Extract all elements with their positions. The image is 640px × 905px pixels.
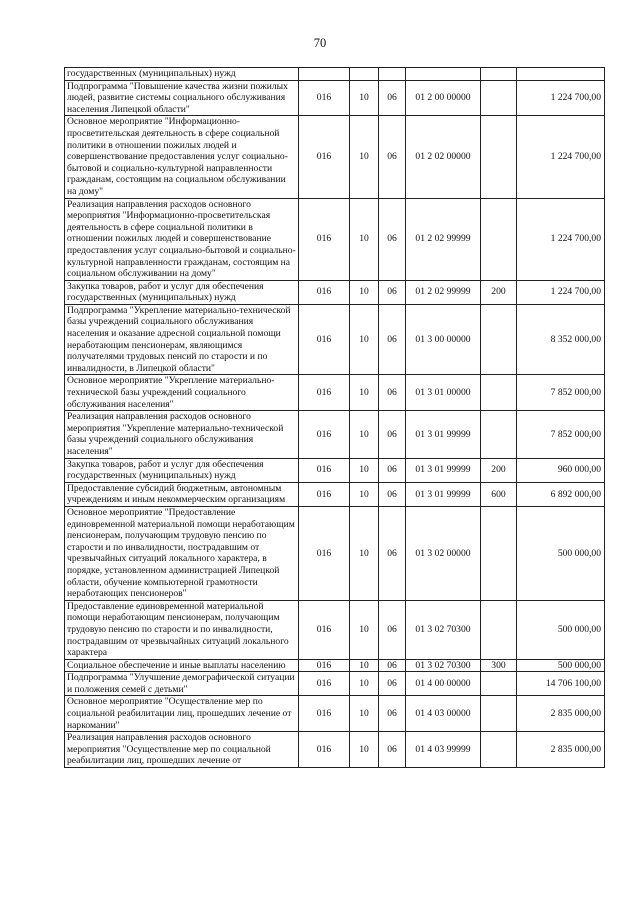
table-row bbox=[65, 68, 605, 81]
budget-table-body bbox=[65, 68, 605, 768]
ministry-code-cell: 016 bbox=[299, 304, 350, 375]
target-article-cell: 01 4 03 00000 bbox=[406, 696, 481, 732]
table-row bbox=[65, 600, 605, 659]
subsection-code-cell: 06 bbox=[379, 198, 406, 280]
target-article-cell: 01 3 01 99999 bbox=[406, 482, 481, 506]
subsection-code-cell: 06 bbox=[379, 280, 406, 304]
row-name-cell: Подпрограмма "Улучшение демографической ситуации и положения семей с детьми" bbox=[65, 672, 299, 696]
expense-type-cell bbox=[481, 375, 517, 411]
amount-cell: 1 224 700,00 bbox=[517, 198, 605, 280]
row-name-cell: Реализация направления расходов основного мероприятия "Информационно-просветительская деятельность в сфере социальной политики в отношении пожилых людей и совершенствование предоставления услуг социально-бытовой и социально-культурной направленности гражданам, состоящим на социальном обслуживании на дому" bbox=[65, 198, 299, 280]
section-code-cell: 10 bbox=[350, 732, 379, 768]
amount-cell: 500 000,00 bbox=[517, 506, 605, 600]
subsection-code-cell: 06 bbox=[379, 116, 406, 198]
expense-type-cell bbox=[481, 672, 517, 696]
target-article-cell: 01 2 02 99999 bbox=[406, 198, 481, 280]
table-row bbox=[65, 80, 605, 116]
amount-cell: 960 000,00 bbox=[517, 458, 605, 482]
section-code-cell: 10 bbox=[350, 375, 379, 411]
row-name-cell: Подпрограмма "Укрепление материально-технической базы учреждений социального обслуживания населения и оказание адресной социальной помощи неработающим пенсионерам, являющимся получателями трудовых пенсий по старости и по инвалидности, в Липецкой области" bbox=[65, 304, 299, 375]
subsection-code-cell: 06 bbox=[379, 375, 406, 411]
table-row bbox=[65, 458, 605, 482]
section-code-cell: 10 bbox=[350, 411, 379, 458]
expense-type-cell bbox=[481, 732, 517, 768]
ministry-code-cell: 016 bbox=[299, 696, 350, 732]
subsection-code-cell: 06 bbox=[379, 304, 406, 375]
section-code-cell: 10 bbox=[350, 659, 379, 672]
target-article-cell: 01 3 01 99999 bbox=[406, 411, 481, 458]
budget-table bbox=[64, 67, 605, 768]
subsection-code-cell: 06 bbox=[379, 659, 406, 672]
amount-cell: 1 224 700,00 bbox=[517, 280, 605, 304]
row-name-cell: Основное мероприятие "Предоставление единовременной материальной помощи неработающим пенсионерам, получающим трудовую пенсию по старости и по инвалидности, пострадавшим от чрезвычайных ситуаций локального характера, в порядке, установленном администрацией Липецкой области, обучение компьютерной грамотности неработающих пенсионеров" bbox=[65, 506, 299, 600]
target-article-cell: 01 4 03 99999 bbox=[406, 732, 481, 768]
subsection-code-cell: 06 bbox=[379, 411, 406, 458]
ministry-code-cell: 016 bbox=[299, 280, 350, 304]
amount-cell: 6 892 000,00 bbox=[517, 482, 605, 506]
target-article-cell: 01 2 02 99999 bbox=[406, 280, 481, 304]
target-article-cell: 01 3 01 00000 bbox=[406, 375, 481, 411]
section-code-cell: 10 bbox=[350, 280, 379, 304]
table-row bbox=[65, 280, 605, 304]
expense-type-cell bbox=[481, 198, 517, 280]
section-code-cell: 10 bbox=[350, 506, 379, 600]
section-code-cell: 10 bbox=[350, 458, 379, 482]
target-article-cell bbox=[406, 68, 481, 81]
ministry-code-cell bbox=[299, 68, 350, 81]
ministry-code-cell: 016 bbox=[299, 600, 350, 659]
expense-type-cell bbox=[481, 304, 517, 375]
expense-type-cell bbox=[481, 80, 517, 116]
ministry-code-cell: 016 bbox=[299, 659, 350, 672]
target-article-cell: 01 3 02 00000 bbox=[406, 506, 481, 600]
ministry-code-cell: 016 bbox=[299, 458, 350, 482]
ministry-code-cell: 016 bbox=[299, 375, 350, 411]
ministry-code-cell: 016 bbox=[299, 80, 350, 116]
subsection-code-cell: 06 bbox=[379, 600, 406, 659]
row-name-cell: Основное мероприятие "Осуществление мер по социальной реабилитации лиц, прошедших лечение от наркомании" bbox=[65, 696, 299, 732]
expense-type-cell bbox=[481, 696, 517, 732]
amount-cell: 500 000,00 bbox=[517, 659, 605, 672]
target-article-cell: 01 3 02 70300 bbox=[406, 659, 481, 672]
ministry-code-cell: 016 bbox=[299, 198, 350, 280]
subsection-code-cell: 06 bbox=[379, 80, 406, 116]
row-name-cell: Основное мероприятие "Укрепление материально-технической базы учреждений социального обслуживания населения" bbox=[65, 375, 299, 411]
section-code-cell: 10 bbox=[350, 600, 379, 659]
table-row bbox=[65, 116, 605, 198]
table-row bbox=[65, 375, 605, 411]
subsection-code-cell: 06 bbox=[379, 506, 406, 600]
section-code-cell: 10 bbox=[350, 116, 379, 198]
row-name-cell: Предоставление единовременной материальной помощи неработающим пенсионерам, получающим трудовую пенсию по старости и по инвалидности, пострадавшим от чрезвычайных ситуаций локального характера bbox=[65, 600, 299, 659]
section-code-cell: 10 bbox=[350, 198, 379, 280]
target-article-cell: 01 2 00 00000 bbox=[406, 80, 481, 116]
row-name-cell: Закупка товаров, работ и услуг для обеспечения государственных (муниципальных) нужд bbox=[65, 458, 299, 482]
amount-cell: 8 352 000,00 bbox=[517, 304, 605, 375]
expense-type-cell bbox=[481, 411, 517, 458]
target-article-cell: 01 4 00 00000 bbox=[406, 672, 481, 696]
ministry-code-cell: 016 bbox=[299, 116, 350, 198]
amount-cell: 7 852 000,00 bbox=[517, 375, 605, 411]
row-name-cell: государственных (муниципальных) нужд bbox=[65, 68, 299, 81]
amount-cell: 1 224 700,00 bbox=[517, 116, 605, 198]
subsection-code-cell: 06 bbox=[379, 458, 406, 482]
section-code-cell bbox=[350, 68, 379, 81]
expense-type-cell: 200 bbox=[481, 280, 517, 304]
amount-cell: 1 224 700,00 bbox=[517, 80, 605, 116]
target-article-cell: 01 2 02 00000 bbox=[406, 116, 481, 198]
section-code-cell: 10 bbox=[350, 482, 379, 506]
table-row bbox=[65, 506, 605, 600]
row-name-cell: Реализация направления расходов основного мероприятия "Укрепление материально-технической базы учреждений социального обслуживания населения" bbox=[65, 411, 299, 458]
amount-cell: 2 835 000,00 bbox=[517, 732, 605, 768]
subsection-code-cell: 06 bbox=[379, 696, 406, 732]
amount-cell: 7 852 000,00 bbox=[517, 411, 605, 458]
section-code-cell: 10 bbox=[350, 672, 379, 696]
row-name-cell: Реализация направления расходов основного мероприятия "Осуществление мер по социальной реабилитации лиц, прошедших лечение от bbox=[65, 732, 299, 768]
table-row bbox=[65, 482, 605, 506]
table-row bbox=[65, 672, 605, 696]
expense-type-cell bbox=[481, 600, 517, 659]
section-code-cell: 10 bbox=[350, 80, 379, 116]
page-number: 70 bbox=[313, 36, 327, 50]
amount-cell: 2 835 000,00 bbox=[517, 696, 605, 732]
amount-cell bbox=[517, 68, 605, 81]
table-row bbox=[65, 198, 605, 280]
row-name-cell: Социальное обеспечение и иные выплаты населению bbox=[65, 659, 299, 672]
ministry-code-cell: 016 bbox=[299, 482, 350, 506]
expense-type-cell: 300 bbox=[481, 659, 517, 672]
expense-type-cell bbox=[481, 506, 517, 600]
row-name-cell: Подпрограмма "Повышение качества жизни пожилых людей, развитие системы социального обслуживания населения Липецкой области" bbox=[65, 80, 299, 116]
target-article-cell: 01 3 00 00000 bbox=[406, 304, 481, 375]
expense-type-cell bbox=[481, 116, 517, 198]
target-article-cell: 01 3 02 70300 bbox=[406, 600, 481, 659]
subsection-code-cell: 06 bbox=[379, 732, 406, 768]
ministry-code-cell: 016 bbox=[299, 506, 350, 600]
subsection-code-cell bbox=[379, 68, 406, 81]
table-row bbox=[65, 304, 605, 375]
ministry-code-cell: 016 bbox=[299, 672, 350, 696]
amount-cell: 500 000,00 bbox=[517, 600, 605, 659]
expense-type-cell bbox=[481, 68, 517, 81]
subsection-code-cell: 06 bbox=[379, 482, 406, 506]
ministry-code-cell: 016 bbox=[299, 411, 350, 458]
table-row bbox=[65, 696, 605, 732]
ministry-code-cell: 016 bbox=[299, 732, 350, 768]
table-row bbox=[65, 732, 605, 768]
section-code-cell: 10 bbox=[350, 696, 379, 732]
amount-cell: 14 706 100,00 bbox=[517, 672, 605, 696]
row-name-cell: Закупка товаров, работ и услуг для обеспечения государственных (муниципальных) нужд bbox=[65, 280, 299, 304]
table-row bbox=[65, 659, 605, 672]
row-name-cell: Предоставление субсидий бюджетным, автономным учреждениям и иным некоммерческим организациям bbox=[65, 482, 299, 506]
section-code-cell: 10 bbox=[350, 304, 379, 375]
row-name-cell: Основное мероприятие "Информационно-просветительская деятельность в сфере социальной политики в отношении пожилых людей и совершенствование предоставления услуг социально-бытовой и социально-культурной направленности гражданам, состоящим на социальном обслуживании на дому" bbox=[65, 116, 299, 198]
table-row bbox=[65, 411, 605, 458]
expense-type-cell: 600 bbox=[481, 482, 517, 506]
subsection-code-cell: 06 bbox=[379, 672, 406, 696]
expense-type-cell: 200 bbox=[481, 458, 517, 482]
target-article-cell: 01 3 01 99999 bbox=[406, 458, 481, 482]
